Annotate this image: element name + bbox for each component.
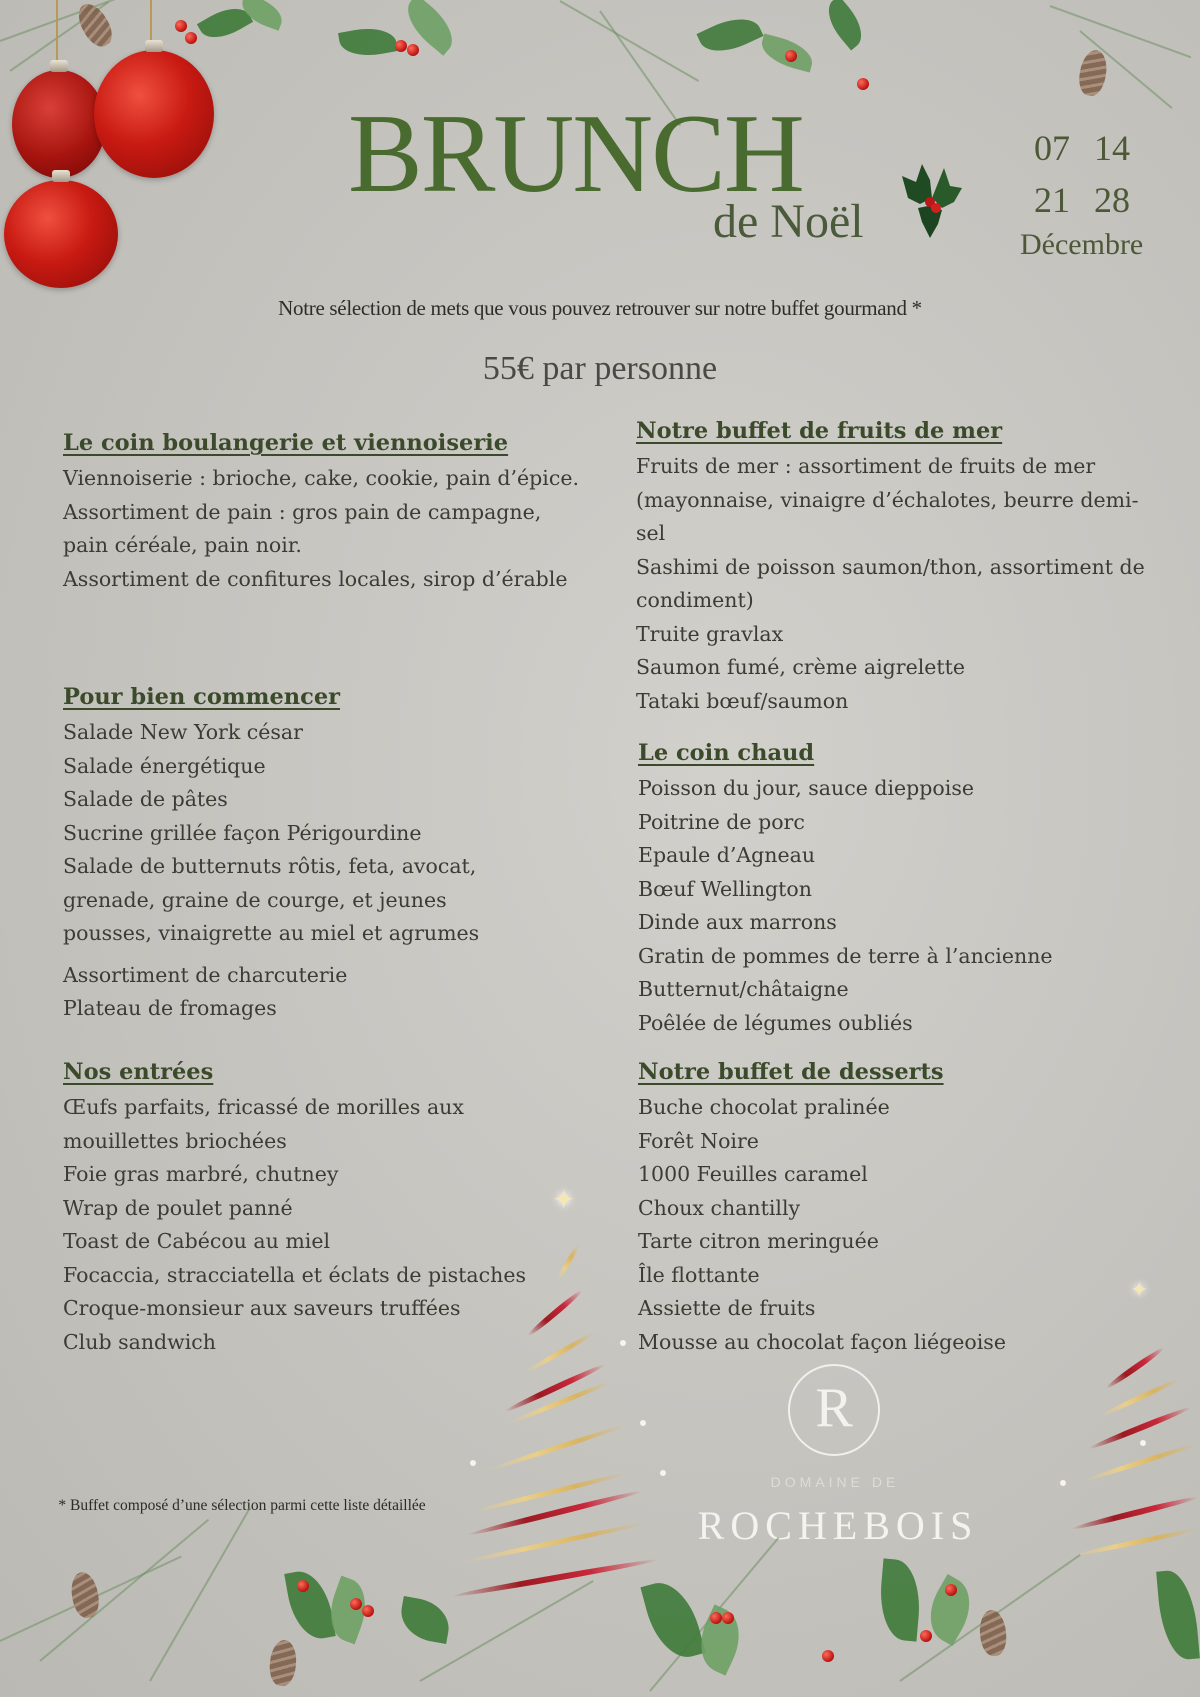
menu-item: Salade New York césar — [63, 720, 303, 744]
menu-item: Croque-monsieur aux saveurs truffées — [63, 1296, 461, 1320]
section-boulangerie — [63, 426, 603, 596]
holly-icon — [898, 158, 964, 240]
menu-item: Choux chantilly — [638, 1195, 801, 1220]
menu-item: Gratin de pommes de terre à l’ancienne — [638, 943, 1053, 968]
page-title: BRUNCH — [348, 92, 803, 216]
section-coin-chaud — [638, 736, 1178, 1040]
menu-item: Focaccia, stracciatella et éclats de pistaches — [63, 1262, 526, 1287]
menu-item: Forêt Noire — [638, 1128, 759, 1153]
menu-item: Fruits de mer : assortiment de fruits de mer (mayonnaise, vinaigre d’échalotes, beurre demi-sel — [636, 454, 1139, 545]
page-subtitle: de Noël — [713, 195, 864, 248]
date-day: 14 — [1094, 128, 1130, 168]
section-desserts — [638, 1055, 1178, 1359]
menu-item: Tarte citron meringuée — [638, 1229, 879, 1253]
menu-item: Truite gravlax — [636, 621, 784, 646]
section-nos-entrees — [63, 1055, 563, 1359]
date-day: 07 — [1034, 128, 1070, 168]
menu-item: Salade de pâtes — [63, 787, 228, 811]
menu-item: Sashimi de poisson saumon/thon, assortiment de condiment) — [636, 554, 1145, 612]
date-month: Décembre — [1020, 228, 1144, 261]
section-heading: Le coin boulangerie et viennoiserie — [63, 430, 509, 456]
menu-item: Assortiment de confitures locales, sirop d’érable — [63, 566, 568, 591]
logo-line1: DOMAINE DE — [770, 1474, 900, 1490]
menu-item: Salade de butternuts rôtis, feta, avocat, grenade, graine de courge, et jeunes pousses, vinaigrette au miel et agrumes — [63, 854, 480, 945]
menu-item: Foie gras marbré, chutney — [63, 1162, 339, 1186]
menu-item: Poitrine de porc — [638, 809, 805, 834]
menu-item: Plateau de fromages — [63, 996, 277, 1020]
menu-item: Assortiment de charcuterie — [63, 962, 348, 987]
date-day: 28 — [1094, 180, 1130, 220]
section-heading: Pour bien commencer — [63, 684, 341, 710]
section-heading: Notre buffet de fruits de mer — [636, 418, 1003, 444]
section-heading: Le coin chaud — [638, 740, 815, 766]
menu-item: Dinde aux marrons — [638, 910, 837, 934]
menu-item: Assortiment de pain : gros pain de campagne, pain céréale, pain noir. — [63, 499, 542, 557]
menu-item: Œufs parfaits, fricassé de morilles aux mouillettes briochées — [63, 1095, 464, 1153]
menu-item: Poisson du jour, sauce dieppoise — [638, 776, 974, 800]
menu-item: Wrap de poulet panné — [63, 1195, 293, 1220]
logo-monogram: R — [815, 1377, 853, 1439]
menu-item: Tataki bœuf/saumon — [636, 688, 849, 713]
price-per-person: 55€ par personne — [482, 350, 718, 387]
menu-item: Assiette de fruits — [638, 1296, 816, 1320]
section-fruits-de-mer — [636, 414, 1176, 718]
menu-item: Club sandwich — [63, 1329, 216, 1354]
menu-item: 1000 Feuilles caramel — [638, 1162, 868, 1186]
menu-item: Viennoiserie : brioche, cake, cookie, pain d’épice. — [63, 466, 579, 490]
menu-item: Poêlée de légumes oubliés — [638, 1010, 913, 1035]
section-heading: Nos entrées — [63, 1059, 214, 1085]
section-heading: Notre buffet de desserts — [638, 1059, 944, 1085]
event-dates — [1020, 128, 1160, 261]
menu-item: Sucrine grillée façon Périgourdine — [63, 820, 422, 845]
intro-text: Notre sélection de mets que vous pouvez retrouver sur notre buffet gourmand * — [278, 296, 922, 320]
menu-item: Toast de Cabécou au miel — [63, 1229, 331, 1253]
footnote: * Buffet composé d’une sélection parmi cette liste détaillée — [58, 1497, 426, 1514]
menu-item: Buche chocolat pralinée — [638, 1095, 890, 1119]
logo-line2: ROCHEBOIS — [697, 1503, 979, 1548]
menu-item: Salade énergétique — [63, 753, 266, 778]
date-day: 21 — [1034, 180, 1070, 220]
menu-item: Bœuf Wellington — [638, 876, 812, 901]
menu-item: Mousse au chocolat façon liégeoise — [638, 1329, 1006, 1354]
menu-item: Epaule d’Agneau — [638, 843, 816, 867]
logo-monogram-circle — [788, 1364, 880, 1456]
section-pour-bien-commencer — [63, 680, 523, 1026]
menu-item: Saumon fumé, crème aigrelette — [636, 655, 965, 679]
menu-item: Butternut/châtaigne — [638, 977, 849, 1001]
menu-item: Île flottante — [638, 1262, 760, 1287]
